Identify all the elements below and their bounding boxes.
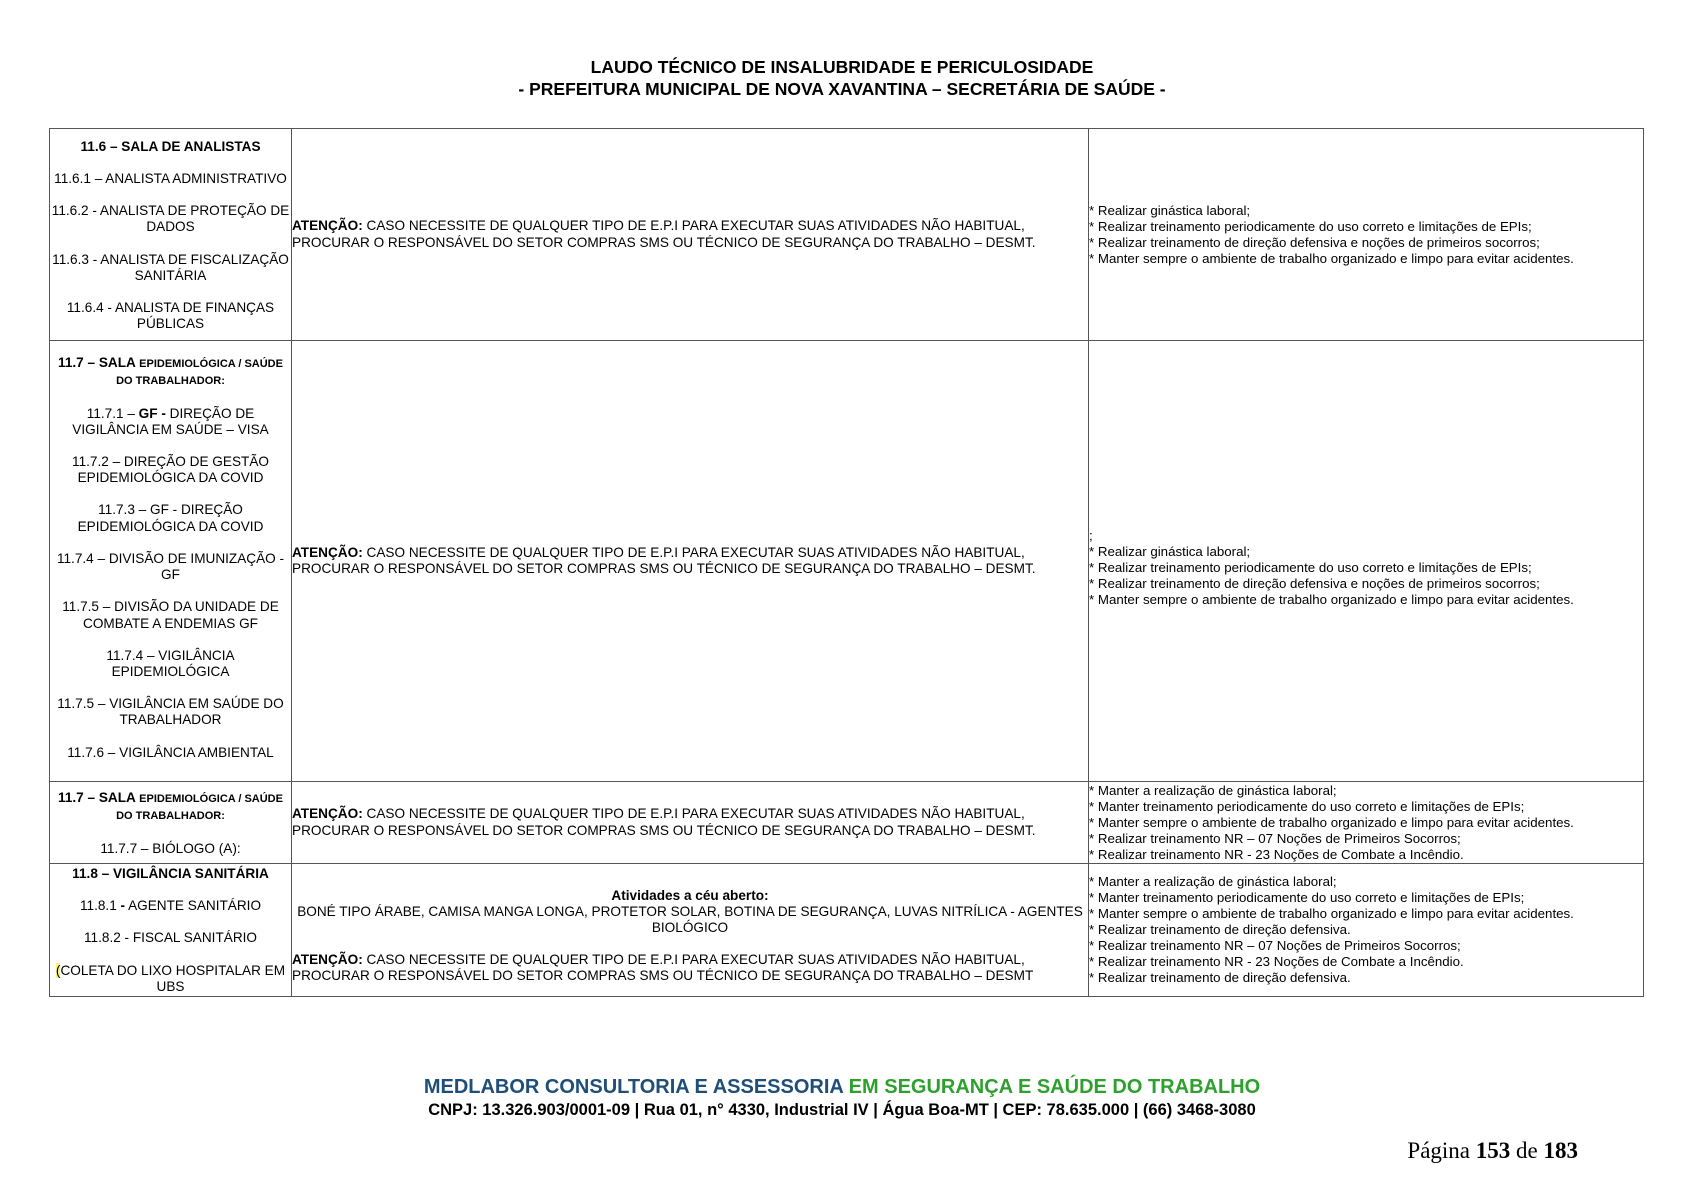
table-row xyxy=(50,782,1644,864)
role-item: 11.8.2 - FISCAL SANITÁRIO xyxy=(84,930,257,946)
recommendation-item: * Manter treinamento periodicamente do uso correto e limitações de EPIs; xyxy=(1089,890,1525,905)
role-item-text: AGENTE SANITÁRIO xyxy=(125,898,262,914)
risk-table xyxy=(49,128,1644,997)
title-line-2: - PREFEITURA MUNICIPAL DE NOVA XAVANTINA – SECRETÁRIA DE SAÚDE - xyxy=(518,79,1166,99)
title-line-1: LAUDO TÉCNICO DE INSALUBRIDADE E PERICULOSIDADE xyxy=(590,57,1094,77)
table-row xyxy=(50,864,1644,997)
epi-cell xyxy=(292,129,1089,341)
table-row xyxy=(50,341,1644,782)
role-item: 11.7.5 – DIVISÃO DA UNIDADE DE COMBATE A ENDEMIAS GF xyxy=(62,599,279,631)
role-item: 11.6.4 - ANALISTA DE FINANÇAS PÚBLICAS xyxy=(66,299,275,332)
role-item-text: DIREÇÃO DE VIGILÂNCIA EM SAÚDE – VISA xyxy=(72,405,269,437)
recommendations-cell xyxy=(1089,129,1644,341)
role-item xyxy=(50,963,291,995)
role-item: 11.7.4 – VIGILÂNCIA EPIDEMIOLÓGICA xyxy=(106,647,235,679)
role-item: 11.7.5 – VIGILÂNCIA EM SAÚDE DO TRABALHADOR xyxy=(57,696,284,728)
recommendation-item: * Realizar treinamento NR - 23 Noções de Combate a Incêndio. xyxy=(1089,954,1464,969)
epi-cell xyxy=(292,782,1089,864)
attention-text: CASO NECESSITE DE QUALQUER TIPO DE E.P.I PARA EXECUTAR SUAS ATIVIDADES NÃO HABITUAL, PROCURAR O RESPONSÁVEL DO SETOR COMPRAS SMS OU TÉCNICO DE SEGURANÇA DO TRABALHO – DESMT xyxy=(292,952,1034,984)
recommendation-item: * Realizar treinamento periodicamente do uso correto e limitações de EPIs; xyxy=(1089,218,1532,234)
recommendation-item: * Realizar treinamento periodicamente do uso correto e limitações de EPIs; xyxy=(1089,560,1532,575)
company-name-part2: EM SEGURANÇA E SAÚDE DO TRABALHO xyxy=(848,1076,1261,1098)
sector-heading xyxy=(50,790,291,824)
sector-cell xyxy=(50,782,292,864)
role-item: 11.6.2 - ANALISTA DE PROTEÇÃO DE DADOS xyxy=(51,203,290,235)
sector-heading-sub: EPIDEMIOLÓGICA / SAÚDE DO TRABALHADOR: xyxy=(116,793,283,823)
recommendation-item: * Realizar treinamento de direção defensiva. xyxy=(1089,970,1351,985)
recommendations-cell xyxy=(1089,864,1644,997)
role-item-text: 11.8.1 xyxy=(79,898,121,914)
role-item: 11.7.6 – VIGILÂNCIA AMBIENTAL xyxy=(67,744,274,760)
page-number xyxy=(1407,1138,1578,1164)
recommendation-item: * Realizar treinamento NR – 07 Noções de Primeiros Socorros; xyxy=(1089,830,1461,846)
table-row xyxy=(50,129,1644,341)
role-item-code: GF - xyxy=(138,405,166,421)
company-name xyxy=(0,1075,1684,1099)
page-current: 153 xyxy=(1475,1138,1511,1163)
sector-heading-sub: EPIDEMIOLÓGICA / SAÚDE DO TRABALHADOR: xyxy=(116,358,283,388)
role-item: 11.7.2 – DIREÇÃO DE GESTÃO EPIDEMIOLÓGICA DA COVID xyxy=(72,454,269,486)
sector-heading xyxy=(50,355,291,389)
attention-block xyxy=(292,952,1088,984)
role-item-dash: - xyxy=(120,898,126,914)
footer xyxy=(0,1075,1684,1121)
sector-cell xyxy=(50,341,292,782)
sector-cell xyxy=(50,864,292,997)
recommendation-item: * Manter sempre o ambiente de trabalho organizado e limpo para evitar acidentes. xyxy=(1089,814,1574,830)
attention-text: CASO NECESSITE DE QUALQUER TIPO DE E.P.I PARA EXECUTAR SUAS ATIVIDADES NÃO HABITUAL, PROCURAR O RESPONSÁVEL DO SETOR COMPRAS SMS OU TÉCNICO DE SEGURANÇA DO TRABALHO – DESMT. xyxy=(292,218,1036,250)
role-item xyxy=(50,406,291,438)
sector-heading: 11.6 – SALA DE ANALISTAS xyxy=(80,138,261,154)
role-item-text: COLETA DO LIXO HOSPITALAR EM UBS xyxy=(60,962,286,994)
highlight-mark: ( xyxy=(55,962,61,978)
document-title xyxy=(0,56,1684,100)
company-name-part1: MEDLABOR CONSULTORIA E ASSESSORIA xyxy=(423,1076,844,1098)
attention-label: ATENÇÃO: xyxy=(292,952,363,968)
role-item: 11.7.4 – DIVISÃO DE IMUNIZAÇÃO - GF xyxy=(56,550,285,583)
role-item: 11.6.3 - ANALISTA DE FISCALIZAÇÃO SANITÁRIA xyxy=(52,251,289,283)
attention-label: ATENÇÃO: xyxy=(292,544,363,560)
recommendations-cell xyxy=(1089,782,1644,864)
recommendation-item: * Manter a realização de ginástica laboral; xyxy=(1089,782,1337,798)
attention-label: ATENÇÃO: xyxy=(292,806,363,822)
epi-cell xyxy=(292,341,1089,782)
role-item: 11.7.7 – BIÓLOGO (A): xyxy=(100,840,241,856)
activity-epi-list: BONÉ TIPO ÁRABE, CAMISA MANGA LONGA, PROTETOR SOLAR, BOTINA DE SEGURANÇA, LUVAS NITRÍLICA - AGENTES BIOLÓGICO xyxy=(297,903,1083,935)
recommendation-item: * Manter treinamento periodicamente do uso correto e limitações de EPIs; xyxy=(1089,798,1525,814)
attention-text: CASO NECESSITE DE QUALQUER TIPO DE E.P.I PARA EXECUTAR SUAS ATIVIDADES NÃO HABITUAL, PROCURAR O RESPONSÁVEL DO SETOR COMPRAS SMS OU TÉCNICO DE SEGURANÇA DO TRABALHO – DESMT. xyxy=(292,806,1036,838)
role-item xyxy=(50,898,291,914)
attention-text: CASO NECESSITE DE QUALQUER TIPO DE E.P.I PARA EXECUTAR SUAS ATIVIDADES NÃO HABITUAL, PROCURAR O RESPONSÁVEL DO SETOR COMPRAS SMS OU TÉCNICO DE SEGURANÇA DO TRABALHO – DESMT. xyxy=(292,544,1036,576)
recommendation-item: * Realizar ginástica laboral; xyxy=(1089,544,1251,559)
role-item: 11.7.3 – GF - DIREÇÃO EPIDEMIOLÓGICA DA COVID xyxy=(77,502,264,534)
role-item: 11.6.1 – ANALISTA ADMINISTRATIVO xyxy=(54,170,287,186)
role-item-text: 11.7.1 – xyxy=(86,405,139,421)
sector-heading-main: 11.7 – SALA xyxy=(58,790,136,806)
recommendation-item: * Manter a realização de ginástica laboral; xyxy=(1089,874,1337,889)
company-address: CNPJ: 13.326.903/0001-09 | Rua 01, n° 4330, Industrial IV | Água Boa-MT | CEP: 78.635.000 | (66) 3468-3080 xyxy=(428,1101,1256,1119)
sector-heading-main: 11.7 – SALA xyxy=(58,355,136,371)
activity-title: Atividades a céu aberto: xyxy=(611,887,769,903)
sector-cell xyxy=(50,129,292,341)
recommendation-item: * Realizar treinamento de direção defensiva e noções de primeiros socorros; xyxy=(1089,234,1540,250)
recommendation-item: * Realizar treinamento NR – 07 Noções de Primeiros Socorros; xyxy=(1089,938,1461,953)
sector-heading: 11.8 – VIGILÂNCIA SANITÁRIA xyxy=(72,866,269,881)
recommendation-item: * Realizar treinamento de direção defensiva e noções de primeiros socorros; xyxy=(1089,576,1540,591)
recommendation-item: * Manter sempre o ambiente de trabalho organizado e limpo para evitar acidentes. xyxy=(1089,250,1574,266)
epi-cell xyxy=(292,864,1089,997)
page-word: Página xyxy=(1407,1138,1471,1163)
page-of: de xyxy=(1516,1138,1538,1163)
attention-label: ATENÇÃO: xyxy=(292,218,363,234)
recommendation-item: * Realizar ginástica laboral; xyxy=(1089,202,1251,218)
recommendation-item: * Manter sempre o ambiente de trabalho organizado e limpo para evitar acidentes. xyxy=(1089,906,1574,921)
page-total: 183 xyxy=(1543,1138,1578,1163)
recommendation-item: * Realizar treinamento NR - 23 Noções de Combate a Incêndio. xyxy=(1089,846,1464,862)
recommendation-item: * Manter sempre o ambiente de trabalho organizado e limpo para evitar acidentes. xyxy=(1089,592,1574,607)
recommendation-item: ; xyxy=(1089,528,1093,543)
recommendations-cell xyxy=(1089,341,1644,782)
recommendation-item: * Realizar treinamento de direção defensiva. xyxy=(1089,922,1351,937)
